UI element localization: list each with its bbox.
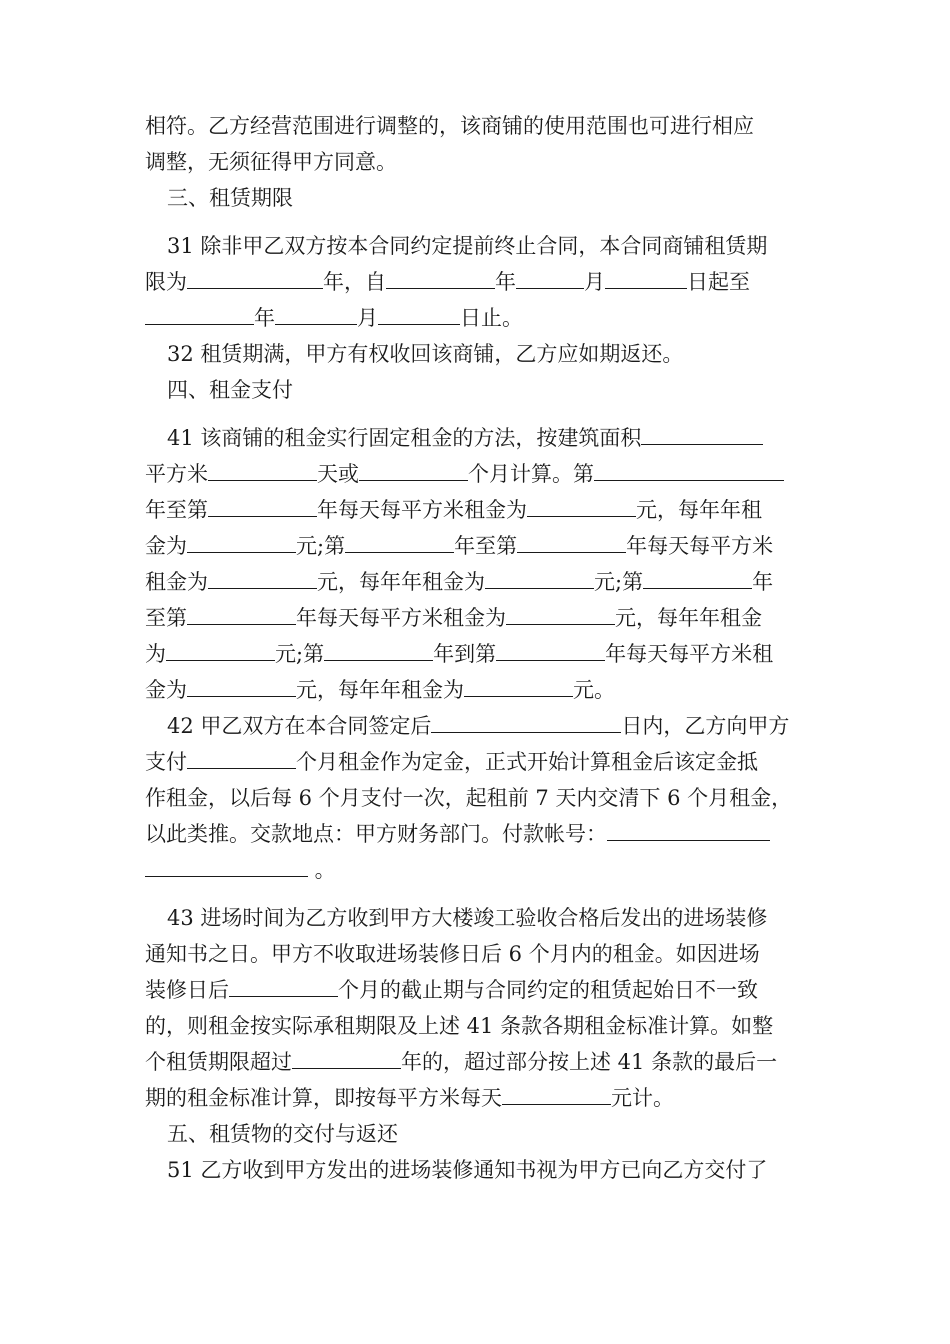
blank-underline bbox=[229, 976, 338, 997]
text-line bbox=[145, 1084, 815, 1112]
line-text: 元，每年年租金为 bbox=[296, 678, 464, 702]
text-line bbox=[145, 112, 815, 140]
text-line bbox=[145, 148, 815, 176]
line-text: 元，每年年租金 bbox=[615, 606, 762, 630]
blank-underline bbox=[208, 568, 317, 589]
blank-underline bbox=[431, 712, 621, 733]
blank-underline bbox=[502, 1084, 611, 1105]
line-text: 年每天每平方米租金为 bbox=[317, 498, 527, 522]
line-text: 月 bbox=[357, 306, 378, 330]
text-line bbox=[167, 232, 837, 260]
text-line bbox=[145, 820, 815, 848]
line-text: 年，自 bbox=[323, 270, 386, 294]
text-line bbox=[145, 460, 815, 488]
line-text: 年至第 bbox=[454, 534, 518, 558]
line-text: 个月计算。第 bbox=[468, 462, 594, 486]
line-text: 年的，超过部分按上述 41 条款的最后一 bbox=[401, 1050, 778, 1074]
blank-underline bbox=[145, 856, 308, 877]
blank-underline bbox=[324, 640, 433, 661]
blank-underline bbox=[464, 676, 573, 697]
blank-underline bbox=[641, 424, 763, 445]
line-text: 个租赁期限超过 bbox=[145, 1050, 292, 1074]
line-text: 个月的截止期与合同约定的租赁起始日不一致 bbox=[338, 978, 758, 1002]
blank-underline bbox=[605, 268, 687, 289]
line-text: 相符。乙方经营范围进行调整的，该商铺的使用范围也可进行相应 bbox=[145, 114, 754, 138]
blank-underline bbox=[643, 568, 752, 589]
line-text: 。 bbox=[308, 858, 336, 882]
text-line bbox=[145, 784, 815, 812]
blank-underline bbox=[359, 460, 468, 481]
line-text: 元，每年年租 bbox=[636, 498, 762, 522]
line-text: 41 该商铺的租金实行固定租金的方法，按建筑面积 bbox=[167, 426, 642, 450]
blank-underline bbox=[145, 304, 254, 325]
line-text: 日起至 bbox=[687, 270, 750, 294]
blank-underline bbox=[506, 604, 615, 625]
blank-underline bbox=[187, 676, 296, 697]
blank-underline bbox=[386, 268, 495, 289]
line-text: 年到第 bbox=[433, 642, 497, 666]
blank-underline bbox=[208, 496, 317, 517]
blank-underline bbox=[187, 268, 323, 289]
line-text: 三、租赁期限 bbox=[167, 186, 293, 210]
line-text: 年 bbox=[495, 270, 516, 294]
blank-underline bbox=[166, 640, 275, 661]
line-text: 年至第 bbox=[145, 498, 208, 522]
line-text: 以此类推。交款地点：甲方财务部门。付款帐号： bbox=[145, 822, 607, 846]
text-line bbox=[145, 532, 815, 560]
text-line bbox=[145, 568, 815, 596]
text-line bbox=[145, 640, 815, 668]
text-line bbox=[145, 940, 815, 968]
line-text: 支付 bbox=[145, 750, 187, 774]
line-text: 元，每年年租金为 bbox=[317, 570, 485, 594]
blank-underline bbox=[187, 532, 296, 553]
line-text: 调整，无须征得甲方同意。 bbox=[145, 150, 397, 174]
line-text: 年 bbox=[254, 306, 275, 330]
line-text: 元。 bbox=[573, 678, 615, 702]
line-text: 金为 bbox=[145, 678, 187, 702]
line-text: 五、租赁物的交付与返还 bbox=[167, 1122, 398, 1146]
line-text: 31 除非甲乙双方按本合同约定提前终止合同，本合同商铺租赁期 bbox=[167, 234, 768, 258]
line-text: 四、租金支付 bbox=[167, 378, 293, 402]
text-line bbox=[145, 496, 815, 524]
line-text: 32 租赁期满，甲方有权收回该商铺，乙方应如期返还。 bbox=[167, 342, 684, 366]
line-text: 元;第 bbox=[594, 570, 644, 594]
line-text: 为 bbox=[145, 642, 166, 666]
line-text: 限为 bbox=[145, 270, 187, 294]
line-text: 51 乙方收到甲方发出的进场装修通知书视为甲方已向乙方交付了 bbox=[167, 1158, 768, 1182]
line-text: 年 bbox=[752, 570, 774, 594]
blank-underline bbox=[516, 268, 584, 289]
text-line bbox=[167, 424, 837, 452]
text-line bbox=[167, 712, 837, 740]
text-line bbox=[145, 856, 815, 884]
text-line bbox=[167, 1120, 837, 1148]
line-text: 租金为 bbox=[145, 570, 208, 594]
line-text: 金为 bbox=[145, 534, 187, 558]
blank-underline bbox=[208, 460, 317, 481]
line-text: 月 bbox=[584, 270, 605, 294]
text-line bbox=[167, 904, 837, 932]
line-text: 日内，乙方向甲方 bbox=[621, 714, 790, 738]
blank-underline bbox=[378, 304, 460, 325]
line-text: 个月租金作为定金，正式开始计算租金后该定金抵 bbox=[296, 750, 758, 774]
text-line bbox=[145, 676, 815, 704]
line-text: 元;第 bbox=[296, 534, 346, 558]
text-line bbox=[167, 376, 837, 404]
line-text: 元;第 bbox=[275, 642, 325, 666]
text-line bbox=[167, 340, 837, 368]
line-text: 作租金，以后每 6 个月支付一次，起租前 7 天内交清下 6 个月租金， bbox=[145, 786, 793, 810]
line-text: 装修日后 bbox=[145, 978, 229, 1002]
blank-underline bbox=[607, 820, 770, 841]
line-text: 日止。 bbox=[460, 306, 523, 330]
blank-underline bbox=[485, 568, 594, 589]
blank-underline bbox=[345, 532, 454, 553]
text-line bbox=[167, 184, 837, 212]
blank-underline bbox=[517, 532, 626, 553]
line-text: 42 甲乙双方在本合同签定后 bbox=[167, 714, 432, 738]
text-line bbox=[145, 748, 815, 776]
text-line bbox=[145, 304, 815, 332]
line-text: 年每天每平方米租 bbox=[605, 642, 774, 666]
line-text: 43 进场时间为乙方收到甲方大楼竣工验收合格后发出的进场装修 bbox=[167, 906, 768, 930]
line-text: 元计。 bbox=[611, 1086, 674, 1110]
blank-underline bbox=[187, 604, 296, 625]
line-text: 的，则租金按实际承租期限及上述 41 条款各期租金标准计算。如整 bbox=[145, 1014, 774, 1038]
blank-underline bbox=[275, 304, 357, 325]
blank-underline bbox=[187, 748, 296, 769]
line-text: 年每天每平方米 bbox=[626, 534, 774, 558]
line-text: 通知书之日。甲方不收取进场装修日后 6 个月内的租金。如因进场 bbox=[145, 942, 760, 966]
blank-underline bbox=[292, 1048, 401, 1069]
blank-underline bbox=[594, 460, 784, 481]
text-line bbox=[145, 604, 815, 632]
text-line bbox=[145, 976, 815, 1004]
line-text: 平方米 bbox=[145, 462, 208, 486]
line-text: 至第 bbox=[145, 606, 187, 630]
line-text: 年每天每平方米租金为 bbox=[296, 606, 506, 630]
text-line bbox=[145, 1012, 815, 1040]
text-line bbox=[145, 1048, 815, 1076]
blank-underline bbox=[527, 496, 636, 517]
blank-underline bbox=[496, 640, 605, 661]
line-text: 天或 bbox=[317, 462, 359, 486]
text-line bbox=[167, 1156, 837, 1184]
text-line bbox=[145, 268, 815, 296]
line-text: 期的租金标准计算，即按每平方米每天 bbox=[145, 1086, 502, 1110]
